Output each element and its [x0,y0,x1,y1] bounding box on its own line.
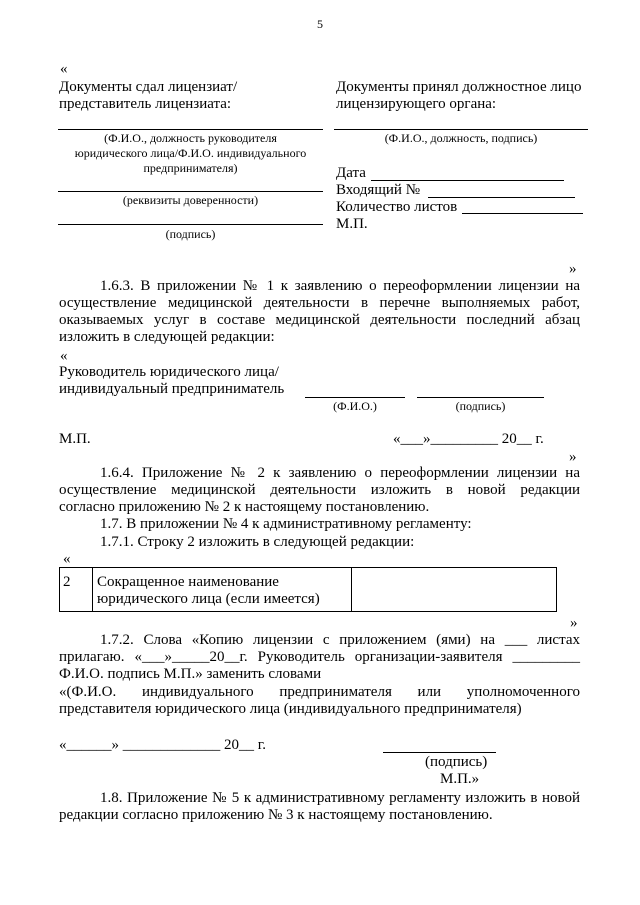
p17: 1.7. В приложении № 4 к административному регламенту: [100,516,472,532]
p163-line3: оказываемых услуг в составе медицинской деятельности последний абзац [59,312,580,328]
open-quote: « [60,61,68,77]
table-cell-name-l2: юридического лица (если имеется) [97,591,320,607]
caption-fio-l2: юридического лица/Ф.И.О. индивидуального [74,146,307,160]
p172-line5: представителя юридического лица (индивидуального предпринимателя) [59,701,522,717]
sheets-line [462,213,583,214]
p18-line2: редакции согласно приложению № 3 к настоящему постановлению. [59,807,493,823]
caption-signature: (подпись) [165,227,216,241]
sign-line [383,752,496,753]
right-block-line1: Документы принял должностное лицо [336,79,582,95]
page-number: 5 [317,17,323,31]
incoming-line [428,197,575,198]
sheets-label: Количество листов [336,199,458,215]
p18-line1: 1.8. Приложение № 5 к административному регламенту изложить в новой [100,790,580,806]
date-field: «______» _____________ 20__ г. [59,737,266,753]
table-divider [92,568,93,611]
mp-end: М.П.» [440,771,480,787]
head-line2: индивидуальный предприниматель [59,381,285,397]
caption-fio-l3: предпринимателя) [143,161,238,175]
caption-official: (Ф.И.О., должность, подпись) [384,131,538,145]
caption-power-of-attorney: (реквизиты доверенности) [122,193,259,207]
table-row [59,567,557,612]
p163-line2: осуществление медицинской деятельности в перечне выполняемых работ, [59,295,580,311]
date-label: Дата [336,165,366,181]
fio-line [305,397,405,398]
p164-line3: согласно приложению № 2 к настоящему постановлению. [59,499,430,515]
open-quote: « [63,551,71,567]
signature-line [58,129,323,130]
table-cell-name-l1: Сокращенное наименование [97,574,279,590]
table-cell-number: 2 [63,574,71,590]
p164-line1: 1.6.4. Приложение № 2 к заявлению о переоформлении лицензии на [100,465,580,481]
p172-line2: прилагаю. «___»_____20__г. Руководитель организации-заявителя _________ [59,649,580,665]
p172-line1: 1.7.2. Слова «Копию лицензии с приложением (ями) на ___ листах [100,632,580,648]
p171: 1.7.1. Строку 2 изложить в следующей редакции: [100,534,415,550]
table-divider [351,568,352,611]
caption-signature: (подпись) [425,754,488,770]
caption-signature: (подпись) [455,399,506,413]
close-quote: » [569,261,577,277]
p172-line3: Ф.И.О. подпись М.П.» заменить словами [59,666,322,682]
caption-fio: (Ф.И.О.) [333,399,377,413]
p164-line2: осуществление медицинской деятельности изложить в новой редакции [59,482,580,498]
signature-line [58,224,323,225]
date-line [371,180,564,181]
left-block-line1: Документы сдал лицензиат/ [59,79,238,95]
head-line1: Руководитель юридического лица/ [59,364,279,380]
signature-line [334,129,588,130]
sign-line [417,397,544,398]
caption-fio-l1: (Ф.И.О., должность руководителя [104,131,277,145]
close-quote: » [569,449,577,465]
mp-label: М.П. [336,216,368,232]
p172-line4: «(Ф.И.О. индивидуального предпринимателя или уполномоченного [59,684,580,700]
date-field: «___»_________ 20__ г. [393,431,544,447]
right-block-line2: лицензирующего органа: [336,96,497,112]
p163-line4: изложить в следующей редакции: [59,329,275,345]
signature-line [58,191,323,192]
incoming-label: Входящий № [336,182,421,198]
mp-label: М.П. [59,431,91,447]
p163-line1: 1.6.3. В приложении № 1 к заявлению о переоформлении лицензии на [100,278,580,294]
open-quote: « [60,348,68,364]
close-quote: » [570,615,578,631]
left-block-line2: представитель лицензиата: [59,96,232,112]
